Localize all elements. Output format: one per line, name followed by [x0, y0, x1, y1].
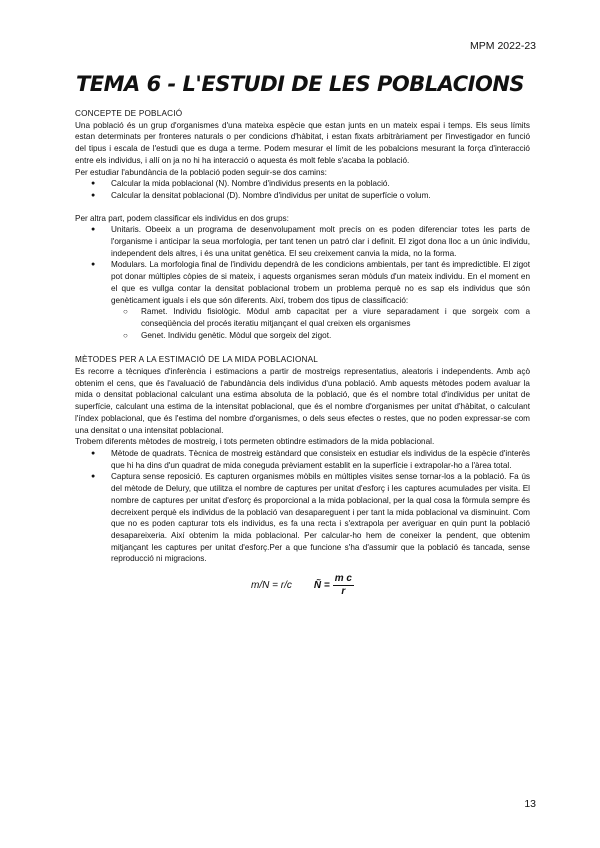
paragraph: Es recorre a tècniques d'inferència i estimacions a partir de mostreigs representatius, aleatoris i independents. Amb açò obtenim el cens, que és l'avaluació de l'abundància dels individus d'una població. Amb aquests mètodes podem avaluar la mida o densitat poblacional calculant una estima absoluta de la població, que és el nombre total d'individus per unitat de superfície, calculant una estima de la intensitat poblacional, que és el nombre d'organismes per unitat d'hàbitat, o calculant l'índex poblacional, que és l'estima del nombre d'organismes, o dels seus efectes o restes, que no poden expressar-se com una densitat o una intensitat poblacional. — [75, 367, 530, 435]
formula-estimator — [314, 573, 354, 598]
paragraph: Per estudiar l'abundància de la població poden seguir-se dos camins: — [75, 167, 327, 177]
page-title: TEMA 6 - L'ESTUDI DE LES POBLACIONS — [75, 72, 525, 96]
list-item — [75, 259, 530, 341]
list-item: ● Captura sense reposició. Es capturen organismes mòbils en múltiples visites sense tornar-los a la població. Fa ús del mètode de Delury, que utilitza el nombre de captures per unitat d'esforç i les captures acumulades per visita. El nombre de captures per unitat d'esforç és proporcional a la mida poblacional, per la qual cosa la fòrmula sempre és decreixent perquè els individus de la població van desapareguent i per tant la mida poblacional va disminuint. Com que no es poden capturar tots els individus, es fa una recta i s'extrapola per averiguar en quin punt la població desapareixeria. Així obtenim la mida poblacional. Per calcular-ho hem de coneixer la pendent, que obtenim mitjançant les captures per unitat d'esforç.Per a que funcione s'ha d'assumir que la població és tancada, sense reproducció ni migracions. — [75, 471, 530, 565]
list-item: ● Mètode de quadrats. Tècnica de mostreig estàndard que consisteix en estudiar els individus de la espècie d'interès que hi ha dins d'un quadrat de mida coneguda prèviament establit en la superfície i extrapolar-ho a l'àrea total. — [75, 448, 530, 471]
bullet-list — [75, 224, 530, 341]
document-body — [75, 108, 530, 598]
sub-bullet-list — [111, 306, 530, 341]
list-item-text: Modulars. La morfologia final de l'individu dependrà de les condicions ambientals, per tant és impredictible. El zigot pot donar múltiples còpies de si mateix, i aquests organismes seran mòduls d'un mateix individu. En el moment en el que es vullga contar la densitat poblacional trobem un problema perquè no es sap els individus que són genèticament iguals i els que són diferents. Així, trobem dos tipus de classificació: — [111, 260, 530, 305]
formula-lhs: Ñ = — [313, 579, 330, 591]
course-header: MPM 2022-23 — [470, 40, 536, 52]
page-number: 13 — [524, 798, 536, 810]
list-item: ● Unitaris. Obeeix a un programa de desenvolupament molt precís on es poden diferenciar totes les parts de l'organisme i anticipar la seua morfologia, per tant tenen un patró clar i definit. El zigot dona lloc a un únic individu, independent dels altres, i és una unitat genètica. El seu creixement canvia la mida, no la forma. — [75, 224, 530, 259]
formula-denominator: r — [341, 586, 346, 598]
paragraph: Per altra part, podem classificar els individus en dos grups: — [75, 213, 289, 223]
formula-row — [75, 573, 530, 598]
section-heading-methods: MÈTODES PER A LA ESTIMACIÓ DE LA MIDA POBLACIONAL — [75, 355, 319, 365]
paragraph: Una població és un grup d'organismes d'una mateixa espècie que estan junts en un mateix espai i temps. Els seus límits estan determinats per fronteres naturals o per condicions d'hàbitat, i estan fixats arbitràriament per l'investigador en funció del tipus i escala de l'estudi que es duga a terme. Podem mesurar el límit de les pobalcions mesurant la força d'interacció entre els individus, i allí on ja no hi ha interacció o aquesta és molt feble s'acaba la població. — [75, 120, 530, 165]
sub-list-item: ○ Genet. Individu genètic. Mòdul que sorgeix del zigot. — [111, 330, 530, 342]
paragraph: Trobem diferents mètodes de mostreig, i tots permeten obtindre estimadors de la mida poblacional. — [75, 437, 435, 447]
formula-numerator: m c — [334, 573, 352, 585]
formula-ratio: m/N = r/c — [251, 579, 292, 591]
sub-list-item: ○ Ramet. Individu fisiològic. Mòdul amb capacitat per a viure separadament i que sorgeix com a conseqüència del procés iteratiu mitjançant el qual creixen els organismes — [111, 306, 530, 329]
bullet-list — [75, 448, 530, 565]
section-heading-concept: CONCEPTE DE POBLACIÓ — [75, 109, 183, 118]
bullet-list — [75, 178, 530, 201]
list-item: ● Calcular la densitat poblacional (D). Nombre d'individus per unitat de superfície o volum. — [75, 190, 530, 202]
list-item: ● Calcular la mida poblacional (N). Nombre d'individus presents en la població. — [75, 178, 530, 190]
